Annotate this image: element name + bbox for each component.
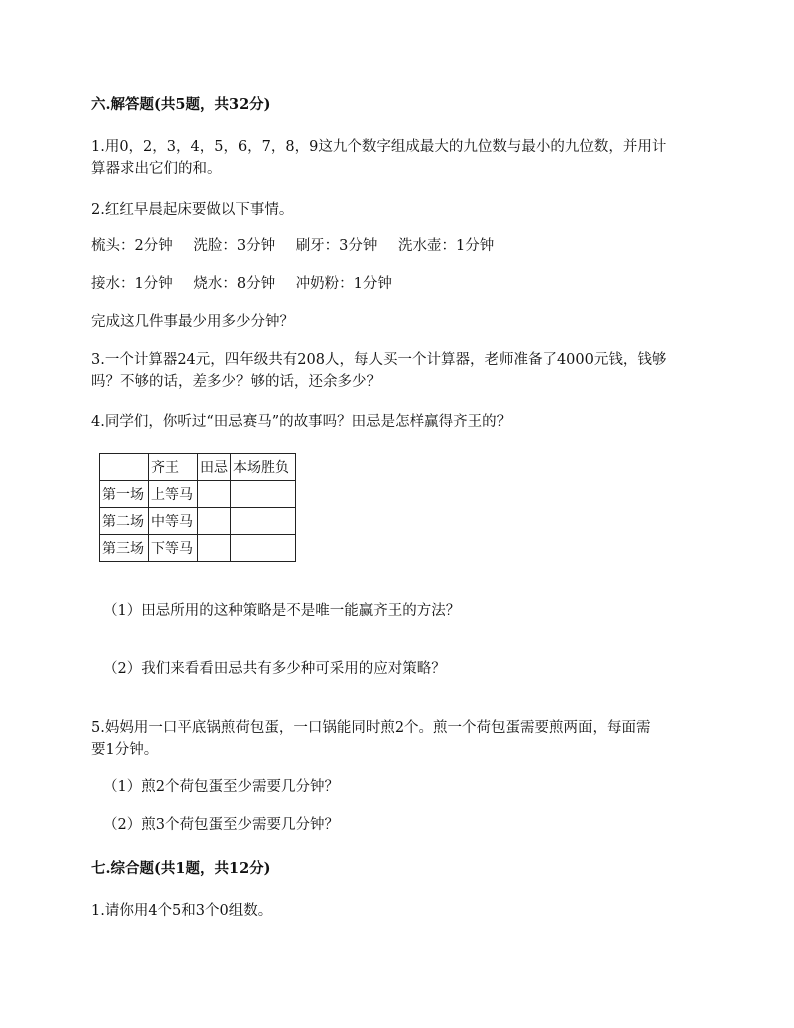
q4-sub1: （1）田忌所用的这种策略是不是唯一能赢齐王的方法？ [103,603,461,619]
q4-sub2: （2）我们来看看田忌共有多少种可采用的应对策略？ [103,661,446,677]
task-item: 烧水：8分钟 [193,276,276,292]
q1-line1: 1.用0，2，3，4，5，6，7，8，9这九个数字组成最大的九位数与最小的九位数，并用计 [91,139,667,155]
q5-sub2: （2）煎3个荷包蛋至少需要几分钟？ [103,817,339,833]
q2-intro: 2.红红早晨起床要做以下事情。 [91,202,294,218]
table-cell [198,535,231,562]
table-cell [231,508,296,535]
table-cell: 中等马 [149,508,198,535]
task-item: 刷牙：3分钟 [295,238,378,254]
q2-question: 完成这几件事最少用多少分钟？ [91,314,294,330]
table-header-row [100,454,296,481]
table-header-cell: 田忌 [198,454,231,481]
table-header-cell: 齐王 [149,454,198,481]
tianji-table [99,453,296,562]
table-row [100,508,296,535]
q1-line2: 算器求出它们的和。 [91,161,222,177]
q5-line1: 5.妈妈用一口平底锅煎荷包蛋，一口锅能同时煎2个。煎一个荷包蛋需要煎两面，每面需 [91,720,651,736]
q4-intro: 4.同学们，你听过“田忌赛马”的故事吗？田忌是怎样赢得齐王的？ [91,414,512,430]
task-item: 接水：1分钟 [91,276,173,292]
table-header-cell: 本场胜负 [231,454,296,481]
table-row [100,535,296,562]
q3-line2: 吗？不够的话，差多少？够的话，还余多少？ [91,374,381,390]
table-cell [198,508,231,535]
table-cell: 第三场 [100,535,149,562]
q5-line2: 要1分钟。 [91,742,159,758]
q2-tasks-row1 [91,236,494,256]
table-cell: 上等马 [149,481,198,508]
table-cell: 第二场 [100,508,149,535]
s7-q1: 1.请你用4个5和3个0组数。 [91,903,273,919]
table-cell: 第一场 [100,481,149,508]
task-item: 梳头：2分钟 [91,238,173,254]
table-cell [231,481,296,508]
task-item: 冲奶粉：1分钟 [295,276,392,292]
task-item: 洗脸：3分钟 [193,238,276,254]
table-row [100,481,296,508]
table-cell: 下等马 [149,535,198,562]
task-item: 洗水壶：1分钟 [398,238,495,254]
q2-tasks-row2 [91,274,392,294]
section7-title: 七.综合题(共1题，共12分) [91,860,271,877]
table-cell [231,535,296,562]
table-cell [198,481,231,508]
q3-line1: 3.一个计算器24元，四年级共有208人，每人买一个计算器，老师准备了4000元钱，钱够 [91,352,667,368]
q5-sub1: （1）煎2个荷包蛋至少需要几分钟？ [103,779,339,795]
table-header-cell [100,454,149,481]
section6-title: 六.解答题(共5题，共32分) [91,96,271,113]
